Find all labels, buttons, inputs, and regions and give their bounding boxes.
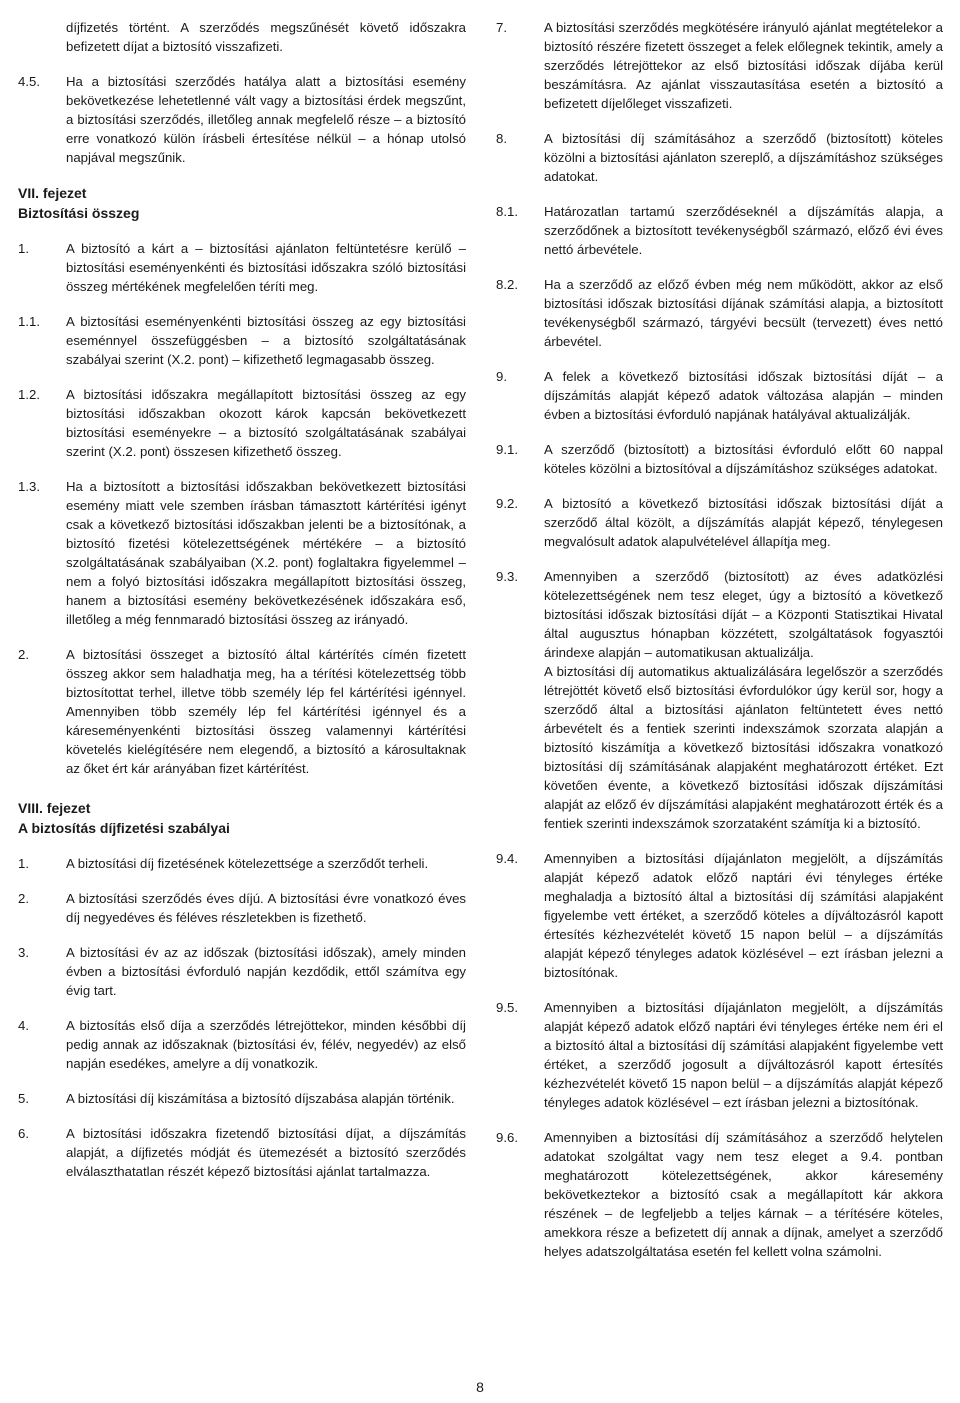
clause xyxy=(18,943,466,1000)
clause-text: Amennyiben a szerződő (biztosított) az éves adatközlési kötelezettségének nem tesz eleget, úgy a biztosító a következő biztosítási időszak biztosítási díját – a Központi Statisztikai Hivatal által augusztus hónapban közzétett, szolgáltatások fogyasztói árindexe alapján – automatikusan aktualizálja. xyxy=(544,569,943,660)
clause-text: A biztosítási összeget a biztosító által kártérítés címén fizetett összeg akkor sem haladhatja meg, ha a térítési kötelezettség több biztosítottat terhel, illetve több személy lép fel kártérítési igénnyel. Amennyiben több személy lép fel kártérítési igénnyel és a káreseményenkénti biztosítási összeg valamennyi kártérítési követelés kielégítésére nem elegendő, a biztosító a károsultaknak az őket ért kár arányában fizet kártérítést. xyxy=(66,647,466,776)
clause-number: 1. xyxy=(18,856,29,871)
clause-text: A biztosítási díj fizetésének kötelezettsége a szerződőt terheli. xyxy=(66,856,429,871)
chapter-7-clauses xyxy=(18,239,466,778)
clause-text: Ha a szerződő az előző évben még nem működött, akkor az első biztosítási időszak biztosítási díjának számítási alapja, a biztosított tevékenységből származó, tárgyévi becsült (tervezett) éves nettó árbevétel. xyxy=(544,277,943,349)
clause xyxy=(496,849,943,982)
clause xyxy=(496,998,943,1112)
clause-number: 8. xyxy=(496,131,507,146)
clause-number: 8.2. xyxy=(496,277,518,292)
clause-text: Amennyiben a biztosítási díjajánlaton megjelölt, a díjszámítás alapját képező adatok előző naptári évi tényleges értéke nem éri el a biztosító által a biztosítási díj számítási alapjaként figyelembe vett értéket, a szerződő jogosult a díjváltozásról kapott értesítés kézhezvételét követő 15 napon belül – a díjszámítás alapját képező tényleges adatok közlésével – ezt írásban jelezni a biztosítónak. xyxy=(544,1000,943,1110)
chapter-title: Biztosítási összeg xyxy=(18,205,140,221)
clause xyxy=(18,477,466,629)
clause-number: 2. xyxy=(18,891,29,906)
chapter-number: VII. fejezet xyxy=(18,185,87,201)
clause-text: Ha a biztosítási szerződés hatálya alatt a biztosítási esemény bekövetkezése lehetetlenné vált vagy a biztosítási érdek megszűnt, a biztosítási szerződés, illetőleg annak megfelelő része – a biztosító erre vonatkozó külön írásbeli értesítése nélkül – a hónap utolsó napjával megszűnik. xyxy=(66,74,466,165)
chapter-7-heading xyxy=(18,183,466,223)
clause-text: Amennyiben a biztosítási díjajánlaton megjelölt, a díjszámítás alapját képező adatok előző naptári évi tényleges értéke meghaladja a biztosító által a biztosítási díj számítási alapjaként figyelembe vett értéket, a szerződő köteles a díjváltozásról kapott értesítés kézhezvételét követő 15 napon belül – a díjszámítás alapját képező tényleges adatok közlésével – ezt írásban jelezni a biztosítónak. xyxy=(544,851,943,980)
clause xyxy=(496,202,943,259)
clause-number: 1. xyxy=(18,241,29,256)
clause-number: 7. xyxy=(496,20,507,35)
clause xyxy=(18,1016,466,1073)
clause xyxy=(496,1128,943,1261)
clause-text: A biztosítási időszakra fizetendő biztosítási díjat, a díjszámítás alapját, a díjfizetés módját és ütemezését a biztosító szerződés elválaszthatatlan részét képező biztosítási ajánlat tartalmazza. xyxy=(66,1126,466,1179)
clause-text: Határozatlan tartamú szerződéseknél a díjszámítás alapja, a szerződőnek a biztosított tevékenységből származó, előző évi éves nettó árbevétele. xyxy=(544,204,943,257)
clause xyxy=(18,385,466,461)
clause-text: A biztosító a kárt a – biztosítási ajánlaton feltüntetésre kerülő – biztosítási eseményenkénti és biztosítási időszakra szóló biztosítási összeg mértékének megfelelően téríti meg. xyxy=(66,241,466,294)
clause xyxy=(496,494,943,551)
clause xyxy=(496,367,943,424)
clause-9-3-continuation: A biztosítási díj automatikus aktualizálására legelőször a szerződés létrejöttét követő első biztosítási évfordulókor úgy kerül sor, hogy a szerződő által a biztosítási ajánlaton feltüntetett éves nettó árbevételt és a fentiek szerinti indexszámok szorzata alapján a biztosító kiszámítja a következő biztosítási időszakra vonatkozó biztosítási díj számításának alapjaként meghatározott értéket. Ezt követően évente, a következő biztosítási időszak díjszámítási alapját az előző év díjszámítási alapjaként meghatározott érték és a fentiek szerinti indexszámok szorzataként számítja ki a biztosító. xyxy=(544,664,943,831)
clause-number: 1.2. xyxy=(18,387,40,402)
clause-number: 9.1. xyxy=(496,442,518,457)
clause-number: 4. xyxy=(18,1018,29,1033)
clause-text: A biztosítási díj kiszámítása a biztosító díjszabása alapján történik. xyxy=(66,1091,455,1106)
clause xyxy=(18,1089,466,1108)
clause-text: A biztosítási díj számításához a szerződő (biztosított) köteles közölni a biztosítási ajánlaton szereplő, a díjszámításhoz szükséges adatokat. xyxy=(544,131,943,184)
clause-number: 2. xyxy=(18,647,29,662)
clause xyxy=(496,129,943,186)
clause-number: 6. xyxy=(18,1126,29,1141)
clause-text: Ha a biztosított a biztosítási időszakban bekövetkezett biztosítási esemény miatt vele szemben írásban támasztott kártérítési igényt csak a következő biztosítási időszakban jelenti be a biztosítónak, a biztosító fizetési kötelezettségének mértékére – a biztosító szolgáltatásának szabályaiban (X.2. pont) foglaltakra figyelemmel – nem a folyó biztosítási időszakra megállapított biztosítási összeg, hanem a biztosítási esemény bekövetkezésének időszakára eső, illetőleg a még fennmaradó biztosítási összeg az irányadó. xyxy=(66,479,466,627)
clause-text: A felek a következő biztosítási időszak biztosítási díját – a díjszámítás alapját képező adatok változása alapján – minden évben a biztosítási évforduló napjának hatályával aktualizálják. xyxy=(544,369,943,422)
clause-number: 3. xyxy=(18,945,29,960)
clause xyxy=(18,239,466,296)
clause xyxy=(496,18,943,113)
clause xyxy=(496,275,943,351)
clause-number: 9.6. xyxy=(496,1130,518,1145)
clause-text: A biztosítási időszakra megállapított biztosítási összeg az egy biztosítási időszakban okozott károk kapcsán bekövetkezett biztosítási eseményekre – a biztosító szolgáltatásának szabályai szerint (X.2. pont) összesen kifizethető összeg. xyxy=(66,387,466,459)
right-clauses xyxy=(496,18,943,662)
clause xyxy=(18,312,466,369)
clause-text: A biztosító a következő biztosítási időszak biztosítási díját a szerződő által közölt, a díjszámítás alapját képező, ténylegesen megvalósult adatok alapulvételével állapítja meg. xyxy=(544,496,943,549)
clause xyxy=(496,440,943,478)
clause-text: A biztosítási év az az időszak (biztosítási időszak), amely minden évben a biztosítási évforduló napján kezdődik, ettől számítva egy évig tart. xyxy=(66,945,466,998)
clause-number: 1.1. xyxy=(18,314,40,329)
clause-number: 9. xyxy=(496,369,507,384)
page-number: 8 xyxy=(476,1379,484,1395)
clause xyxy=(18,854,466,873)
clause-number: 9.2. xyxy=(496,496,518,511)
clause-number: 9.4. xyxy=(496,851,518,866)
chapter-title: A biztosítás díjfizetési szabályai xyxy=(18,820,230,836)
clause-text: A biztosítási szerződés éves díjú. A biztosítási évre vonatkozó éves díj negyedéves és féléves részletekben is fizethető. xyxy=(66,891,466,925)
clause-text: A biztosítási szerződés megkötésére irányuló ajánlat megtételekor a biztosító részére fizetett összeget a felek előlegnek tekintik, amely a szerződés létrejöttekor az első biztosítási időszak díjába kerül beszámításra. Az ajánlat visszautasítása esetén a biztosító a befizetett díjelőleget visszafizeti. xyxy=(544,20,943,111)
clause-number: 9.5. xyxy=(496,1000,518,1015)
clause xyxy=(18,889,466,927)
chapter-number: VIII. fejezet xyxy=(18,800,91,816)
left-column xyxy=(18,18,466,1197)
clause-text: Amennyiben a biztosítási díj számításához a szerződő helytelen adatokat szolgáltat vagy nem tesz eleget a 9.4. pontban meghatározott kötelezettségének, akkor káresemény bekövetkeztekor a biztosító csak a megállapított kár akkora részének – de legfeljebb a teljes kárnak – a térítésére köteles, amekkora része a befizetett díj annak a díjnak, amelyet a szerződő helyes adatszolgáltatása esetén fel kellett volna számolni. xyxy=(544,1130,943,1259)
clause-number: 5. xyxy=(18,1091,29,1106)
right-column xyxy=(496,18,943,1277)
clause-text: A biztosítási eseményenkénti biztosítási összeg az egy biztosítási eseménnyel összefüggésben – a biztosító szolgáltatásának szabályai szerint (X.2. pont) – kifizethető legmagasabb összeg. xyxy=(66,314,466,367)
clause xyxy=(18,645,466,778)
chapter-8-clauses xyxy=(18,854,466,1181)
clause-4-5 xyxy=(18,72,466,167)
right-clauses-continued xyxy=(496,849,943,1261)
clause-number: 4.5. xyxy=(18,74,40,89)
clause xyxy=(18,1124,466,1181)
clause-number: 1.3. xyxy=(18,479,40,494)
chapter-8-heading xyxy=(18,798,466,838)
clause-number: 9.3. xyxy=(496,569,518,584)
clause-number: 8.1. xyxy=(496,204,518,219)
clause-text: A szerződő (biztosított) a biztosítási évforduló előtt 60 nappal köteles közölni a biztosítóval a díjszámításhoz szükséges adatokat. xyxy=(544,442,943,476)
clause-text: A biztosítás első díja a szerződés létrejöttekor, minden későbbi díj pedig annak az időszaknak (biztosítási év, félév, negyedév) az első napján esedékes, amelyre a díj vonatkozik. xyxy=(66,1018,466,1071)
clause xyxy=(496,567,943,662)
continuation-paragraph: díjfizetés történt. A szerződés megszűnését követő időszakra befizetett díjat a biztosító visszafizeti. xyxy=(66,20,466,54)
